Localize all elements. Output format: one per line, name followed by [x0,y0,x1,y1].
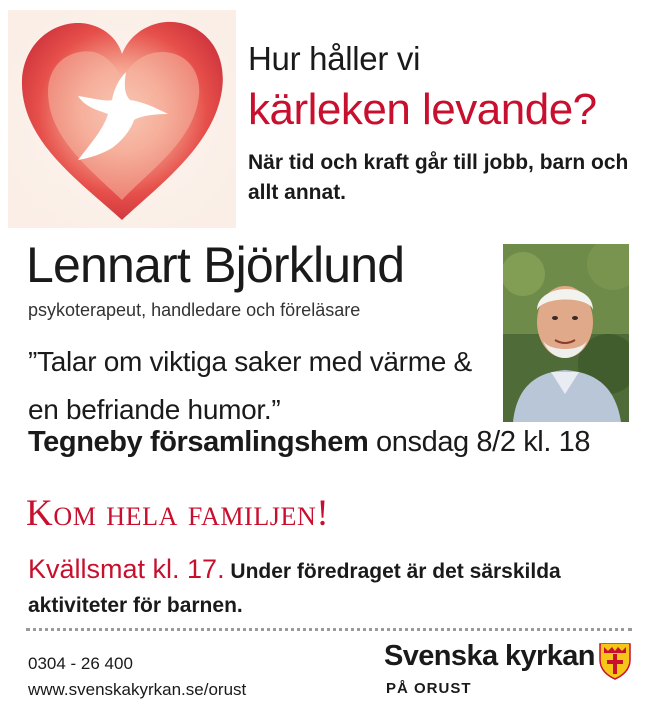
contact-website: www.svenskakyrkan.se/orust [28,680,247,699]
family-info [28,552,648,623]
event-venue: Tegneby församlingshem [28,426,369,458]
headline-line2: kärleken levande? [248,85,597,134]
speaker-name: Lennart Björklund [26,237,405,293]
meal-time: Kvällsmat kl. 17. [28,554,225,584]
family-heading: Kom hela familjen! [26,493,330,534]
heart-dove-illustration [8,10,236,228]
family-details: Under föredraget är det särskilda aktiviteter för barnen. [28,560,561,617]
dotted-divider [26,628,632,631]
event-venue-line [28,426,590,459]
crest-icon [598,640,632,680]
brand-name: Svenska kyrkan [384,640,595,672]
headline-line1: Hur håller vi [248,40,421,77]
headline-subline: När tid och kraft går till jobb, barn och allt annat. [248,151,629,204]
speaker-role: psykoterapeut, handledare och föreläsare [28,300,361,320]
brand-sub: PÅ ORUST [386,680,472,697]
speaker-quote: ”Talar om viktiga saker med värme & en befriande humor.” [28,346,472,425]
event-datetime: onsdag 8/2 kl. 18 [376,426,591,458]
speaker-photo [503,244,629,422]
contact-phone: 0304 - 26 400 [28,654,133,673]
